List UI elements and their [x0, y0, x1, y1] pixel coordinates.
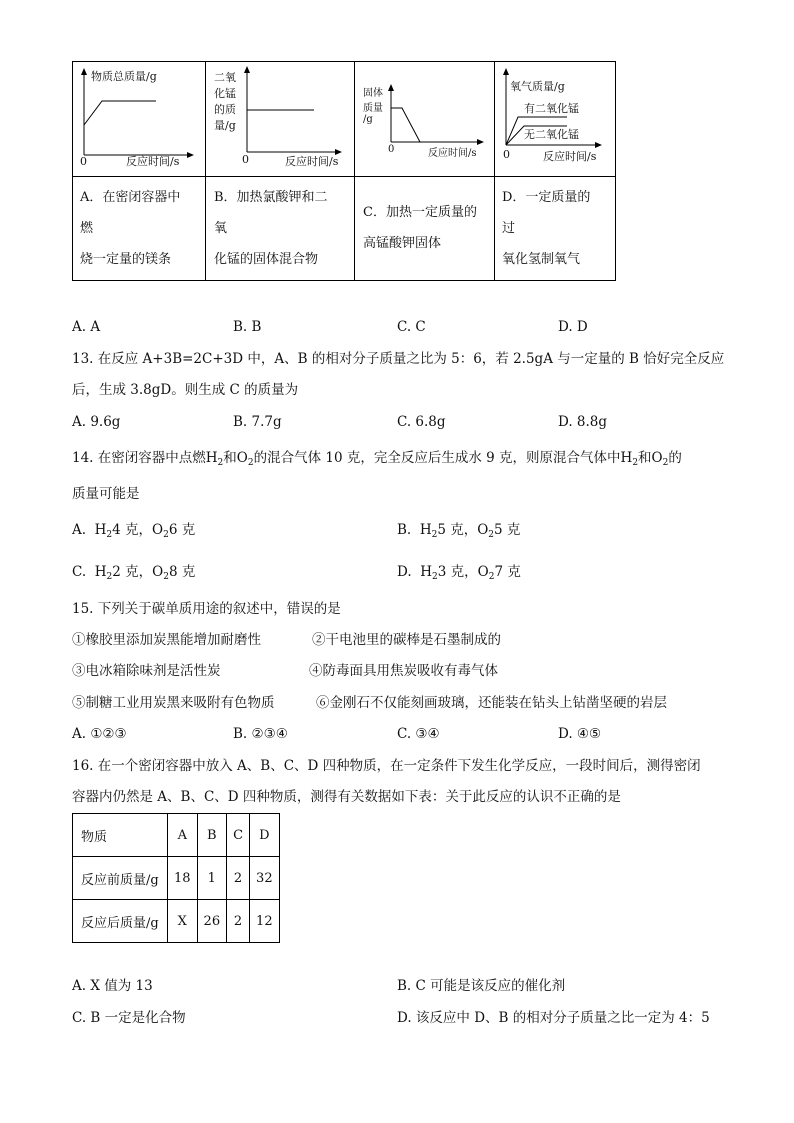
cell-b-line-3: 化锰的固体混合物 — [214, 252, 319, 267]
table-cell: 26 — [197, 900, 227, 943]
table-cell: 反应后质量/g — [73, 900, 168, 943]
graph-c-origin: 0 — [388, 144, 395, 155]
graph-a-xlabel: 反应时间/s — [126, 155, 180, 168]
table-cell: 12 — [250, 900, 280, 943]
cell-a-line-1: A．在密闭容器中 — [80, 190, 181, 205]
graph-d-ylabel: 氧气质量/g — [510, 80, 565, 93]
q15-option-b[interactable]: B. ②③④ — [233, 726, 288, 742]
table-cell: X — [168, 900, 198, 943]
table-row — [73, 900, 280, 943]
graph-b-ylabel-3: 的质 — [214, 103, 236, 116]
table-header-row — [73, 814, 280, 857]
cell-b-line-2: 氧 — [214, 221, 228, 236]
cell-d-line-3: 氧化氢制氧气 — [502, 252, 581, 267]
graph-a-ylabel: 物质总质量/g — [91, 70, 157, 83]
graph-c-ylabel-2: 质量 — [363, 103, 383, 114]
graph-d-xlabel: 反应时间/s — [543, 150, 597, 163]
q12-option-b[interactable]: B. B — [233, 319, 262, 335]
graph-b-xlabel: 反应时间/s — [285, 155, 339, 168]
q16-option-d[interactable]: D. 该反应中 D、B 的相对分子质量之比一定为 4：5 — [397, 1010, 710, 1026]
table-cell: 2 — [227, 900, 250, 943]
graph-c-xlabel: 反应时间/s — [428, 148, 477, 159]
cell-c-line-2: 高锰酸钾固体 — [363, 236, 442, 251]
graph-c — [388, 84, 484, 145]
table-header-cell: 物质 — [73, 814, 168, 857]
graph-b — [244, 66, 342, 155]
q12-option-d[interactable]: D. D — [558, 319, 588, 335]
graph-b-ylabel-4: 量/g — [214, 119, 236, 132]
graph-b-ylabel-1: 二氧 — [214, 71, 236, 84]
q14-stem-line-2: 质量可能是 — [72, 486, 140, 502]
q15-item-5: ⑤制糖工业用炭黑来吸附有色物质 — [72, 695, 275, 711]
q16-stem-line-2: 容器内仍然是 A、B、C、D 四种物质，测得有关数据如下表：关于此反应的认识不正确的是 — [72, 789, 621, 805]
graph-d-label-without: 无二氧化锰 — [524, 128, 579, 141]
table-cell: 32 — [250, 857, 280, 900]
q14-option-c[interactable]: C. $H_22$ 克，$O_28$ 克 — [72, 564, 196, 582]
graph-d-origin: 0 — [503, 148, 510, 161]
table-header-cell: B — [197, 814, 227, 857]
cell-c-line-1: C．加热一定质量的 — [363, 205, 477, 220]
q16-option-c[interactable]: C. B 一定是化合物 — [72, 1010, 186, 1026]
q15-item-3: ③电冰箱除味剂是活性炭 — [72, 663, 221, 679]
q16-option-b[interactable]: B. C 可能是该反应的催化剂 — [397, 978, 566, 994]
q14-option-b[interactable]: B. $H_25$ 克，$O_25$ 克 — [397, 522, 521, 540]
cell-a-line-2: 燃 — [80, 221, 94, 236]
q16-stem-line-1: 16. 在一个密闭容器中放入 A、B、C、D 四种物质，在一定条件下发生化学反应，一段时间后，测得密闭 — [72, 758, 701, 774]
table-header-cell: D — [250, 814, 280, 857]
q15-item-6: ⑥金刚石不仅能刻画玻璃，还能装在钻头上钻凿坚硬的岩层 — [316, 695, 667, 711]
table-row — [73, 857, 280, 900]
q12-option-c[interactable]: C. C — [397, 319, 426, 335]
table-cell: 2 — [227, 857, 250, 900]
q16-data-table — [72, 813, 280, 943]
q15-item-4: ④防毒面具用焦炭吸收有毒气体 — [309, 663, 498, 679]
cell-d-line-1: D．一定质量的 — [502, 190, 591, 205]
cell-d-line-2: 过 — [502, 221, 516, 236]
q14-option-d[interactable]: D. $H_23$ 克，$O_27$ 克 — [397, 564, 521, 582]
q15-item-1: ①橡胶里添加炭黑能增加耐磨性 — [72, 632, 261, 648]
graph-a-origin: 0 — [80, 155, 87, 168]
q15-item-2: ②干电池里的碳棒是石墨制成的 — [312, 632, 501, 648]
q13-stem-line-2: 后，生成 3.8gD。则生成 C 的质量为 — [72, 382, 299, 398]
table-cell: 1 — [197, 857, 227, 900]
cell-b-line-1: B．加热氯酸钾和二 — [214, 190, 328, 205]
graph-b-origin: 0 — [242, 153, 249, 166]
graph-a-curve — [84, 101, 156, 125]
table-cell: 18 — [168, 857, 198, 900]
q14-stem-line-1: 14. 在密闭容器中点燃$H_2$和$O_2$的混合气体 10 克，完全反应后生成水 9 克，则原混合气体中$H_2$和$O_2$的 — [72, 450, 682, 468]
q15-stem: 15. 下列关于碳单质用途的叙述中，错误的是 — [72, 601, 341, 617]
q13-option-d[interactable]: D. 8.8g — [558, 414, 608, 430]
q13-option-b[interactable]: B. 7.7g — [233, 414, 282, 430]
q16-option-a[interactable]: A. X 值为 13 — [72, 978, 153, 994]
q12-option-a[interactable]: A. A — [72, 319, 101, 335]
q15-option-d[interactable]: D. ④⑤ — [558, 726, 602, 742]
table-header-cell: C — [227, 814, 250, 857]
table-header-cell: A — [168, 814, 198, 857]
q14-option-a[interactable]: A. $H_24$ 克，$O_26$ 克 — [72, 522, 196, 540]
q15-option-c[interactable]: C. ③④ — [397, 726, 440, 742]
graph-c-curve — [391, 108, 420, 142]
q13-option-c[interactable]: C. 6.8g — [397, 414, 446, 430]
table-cell: 反应前质量/g — [73, 857, 168, 900]
cell-a-line-3: 烧一定量的镁条 — [80, 252, 172, 267]
q13-option-a[interactable]: A. 9.6g — [72, 414, 121, 430]
q13-stem-line-1: 13. 在反应 A+3B=2C+3D 中，A、B 的相对分子质量之比为 5：6，若 2.5gA 与一定量的 B 恰好完全反应 — [72, 351, 725, 367]
q15-option-a[interactable]: A. ①②③ — [72, 726, 127, 742]
graph-b-ylabel-2: 化锰 — [214, 87, 236, 100]
graph-c-ylabel-3: /g — [363, 114, 373, 125]
graph-c-ylabel-1: 固体 — [363, 88, 383, 99]
graph-d-label-with: 有二氧化锰 — [524, 102, 579, 115]
